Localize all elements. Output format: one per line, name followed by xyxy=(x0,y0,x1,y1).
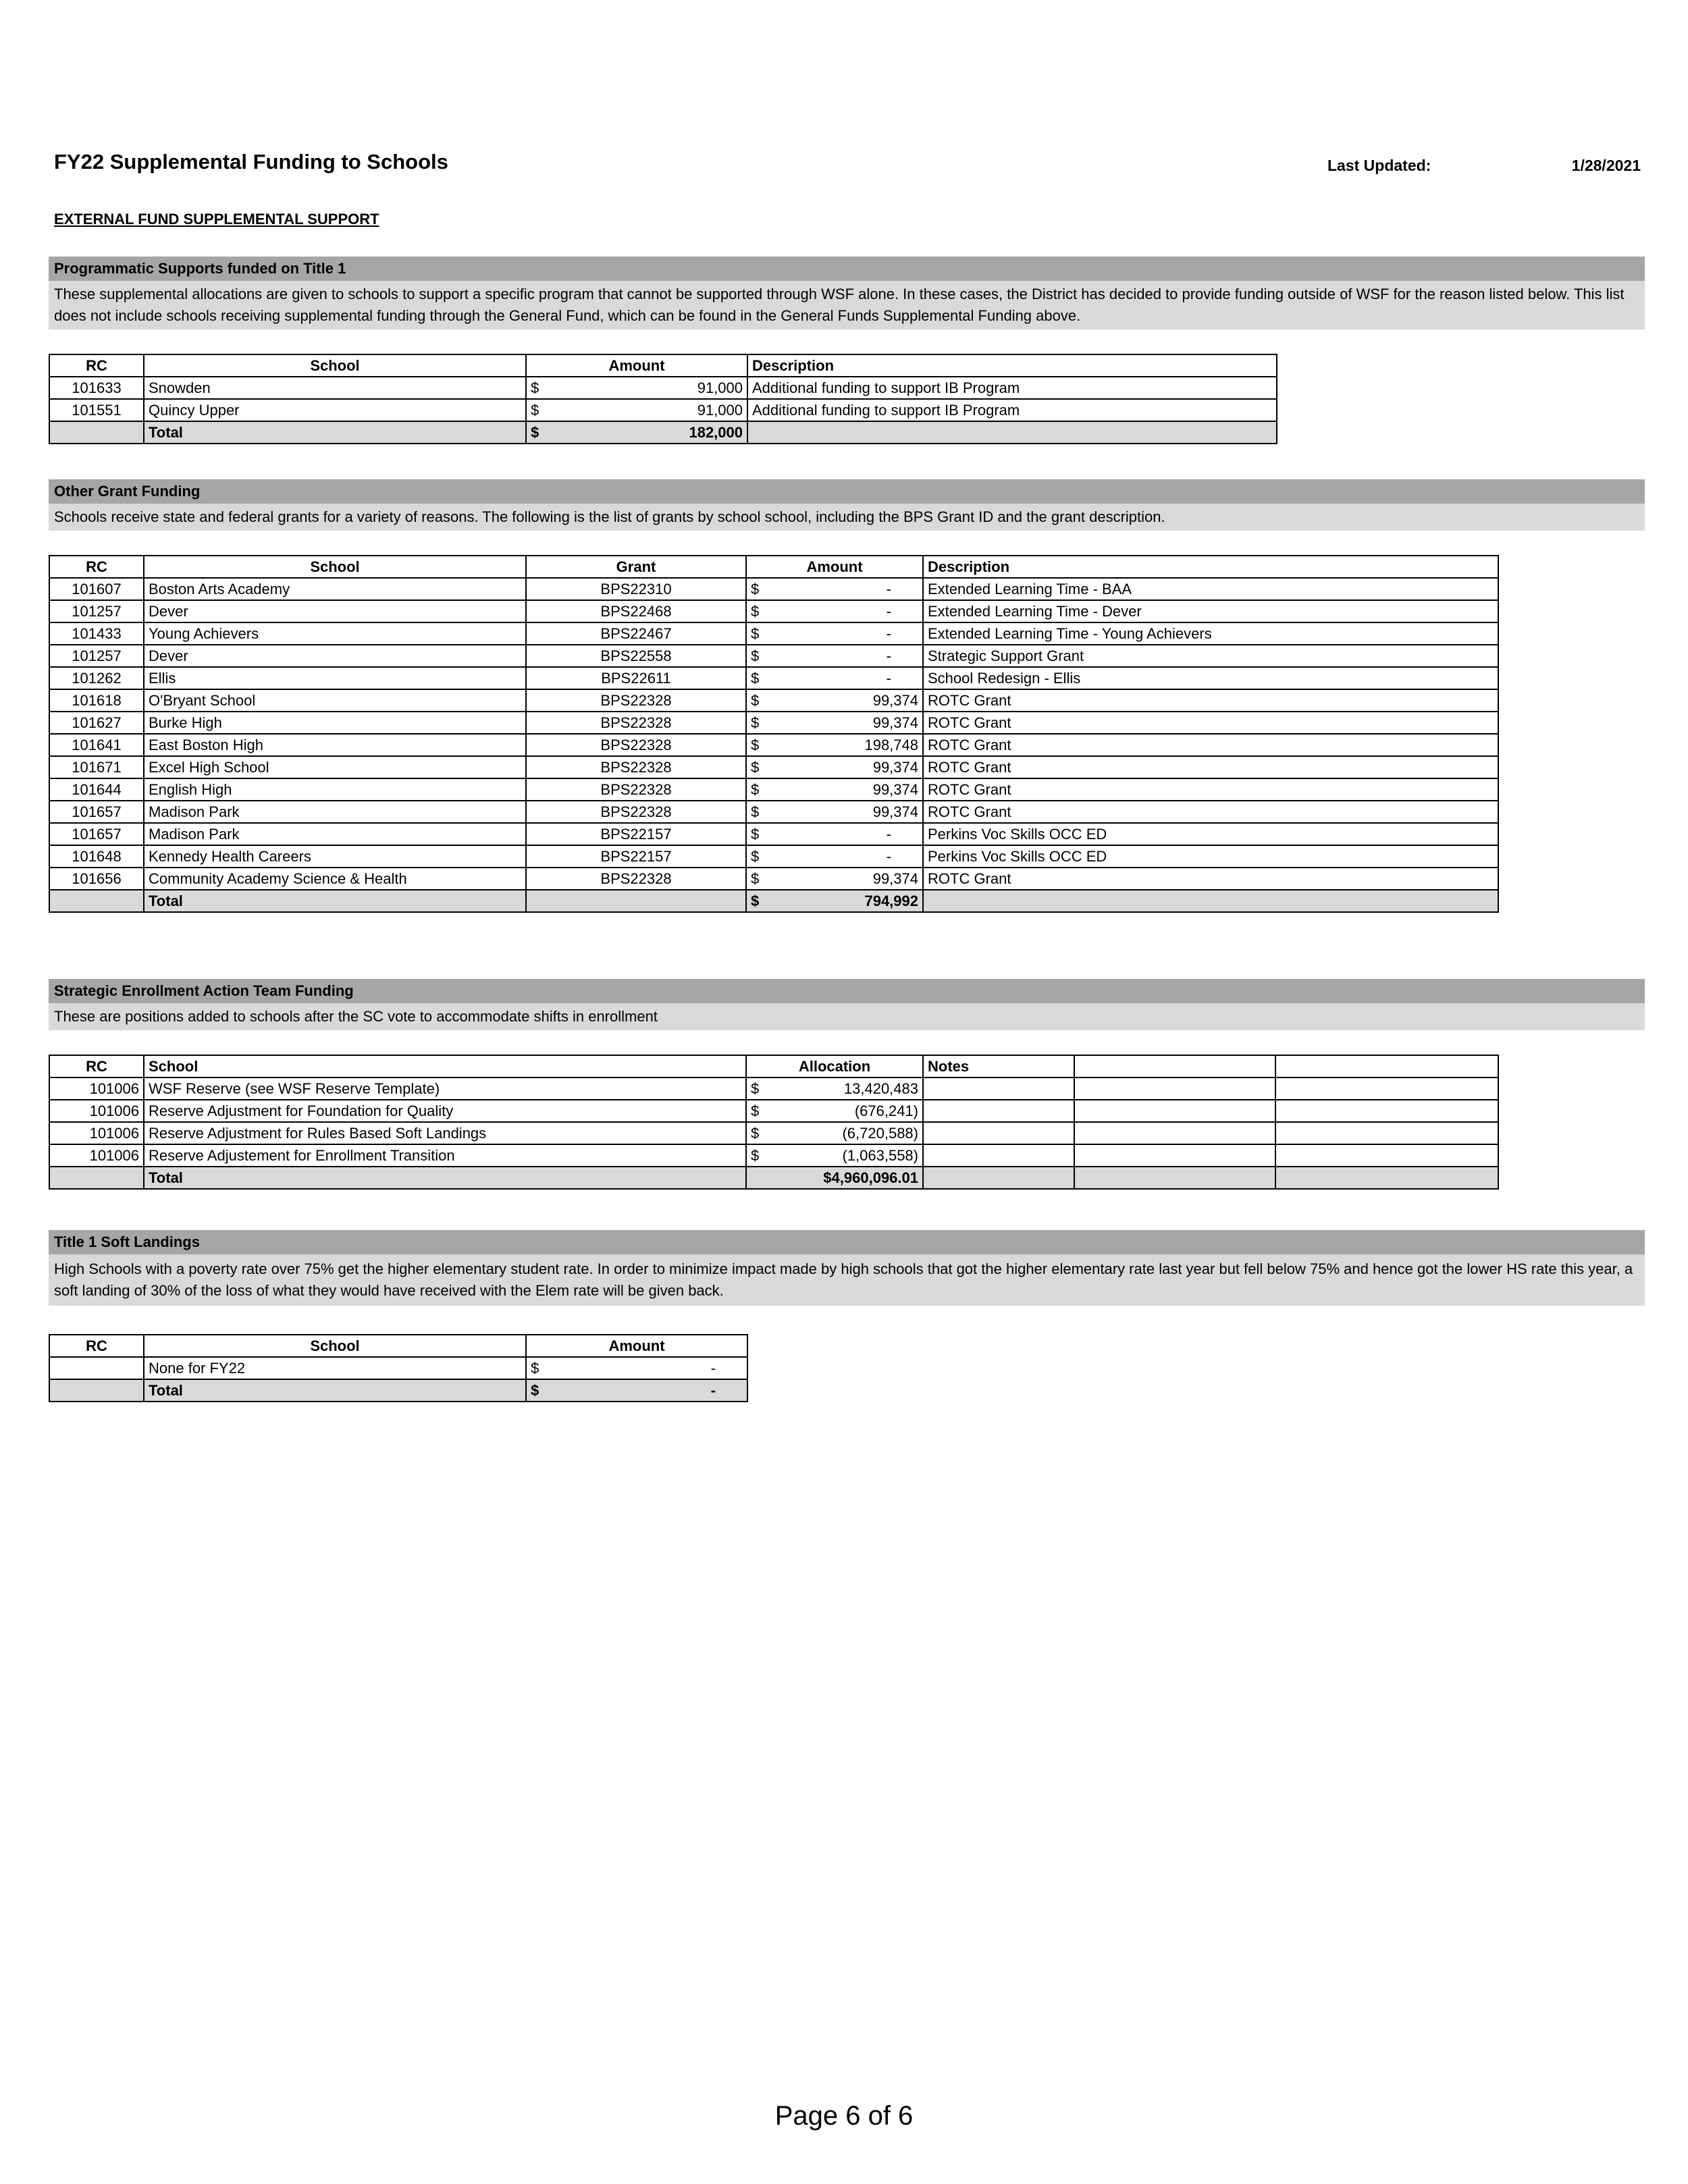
total-amount-cell xyxy=(526,421,747,444)
total-amount: $4,960,096.01 xyxy=(746,1167,923,1189)
amount-wrap xyxy=(751,848,918,865)
amount-wrap xyxy=(751,1080,918,1098)
notes-cell xyxy=(923,1167,1074,1189)
col-description: Description xyxy=(747,354,1277,377)
description-cell: Extended Learning Time - Dever xyxy=(923,600,1498,622)
table-row xyxy=(49,756,1498,778)
amount-wrap xyxy=(751,1147,918,1165)
amount-wrap xyxy=(751,759,918,776)
school-cell: Madison Park xyxy=(144,801,526,823)
col-amount: Amount xyxy=(526,354,747,377)
school-cell: Community Academy Science & Health xyxy=(144,868,526,890)
rc-cell: 101644 xyxy=(49,778,144,801)
col-rc: RC xyxy=(49,1335,144,1357)
amount-wrap xyxy=(751,581,918,598)
amount-value: 198,748 xyxy=(864,736,918,753)
col-grant: Grant xyxy=(526,556,746,578)
table-row xyxy=(49,600,1498,622)
rc-cell: 101006 xyxy=(49,1100,144,1122)
empty-cell xyxy=(1275,1144,1498,1167)
rc-cell: 101551 xyxy=(49,399,144,421)
empty-cell xyxy=(1074,1077,1275,1100)
amount-value: 99,374 xyxy=(872,691,918,709)
notes-cell xyxy=(923,1122,1074,1144)
table-row xyxy=(49,1357,747,1379)
title1-heading: Programmatic Supports funded on Title 1 xyxy=(49,257,1645,281)
currency-symbol: $ xyxy=(751,1080,760,1097)
grants-heading: Other Grant Funding xyxy=(49,479,1645,504)
currency-symbol: $ xyxy=(751,691,760,709)
rc-cell: 101641 xyxy=(49,734,144,756)
rc-cell xyxy=(49,1167,144,1189)
currency-symbol: $ xyxy=(751,1102,760,1119)
description-cell: ROTC Grant xyxy=(923,868,1498,890)
school-cell: None for FY22 xyxy=(144,1357,526,1379)
grant-cell: BPS22328 xyxy=(526,868,746,890)
currency-symbol: $ xyxy=(751,736,760,753)
table-row xyxy=(49,1122,1498,1144)
description-cell: ROTC Grant xyxy=(923,734,1498,756)
school-cell: Snowden xyxy=(144,377,526,399)
amount-cell xyxy=(746,622,923,645)
grant-cell: BPS22328 xyxy=(526,778,746,801)
currency-symbol: $ xyxy=(751,1124,760,1142)
total-row xyxy=(49,1167,1498,1189)
description-cell: Extended Learning Time - BAA xyxy=(923,578,1498,600)
grants-table xyxy=(49,555,1499,913)
empty-col xyxy=(1074,1055,1275,1077)
grant-cell: BPS22467 xyxy=(526,622,746,645)
col-rc: RC xyxy=(49,1055,144,1077)
empty-cell xyxy=(1275,1122,1498,1144)
rc-cell: 101607 xyxy=(49,578,144,600)
school-cell: English High xyxy=(144,778,526,801)
description-cell: Strategic Support Grant xyxy=(923,645,1498,667)
grant-cell: BPS22611 xyxy=(526,667,746,689)
amount-wrap xyxy=(751,781,918,799)
total-amount-cell xyxy=(526,1379,747,1402)
currency-symbol: $ xyxy=(531,1359,539,1377)
rc-cell xyxy=(49,890,144,912)
empty-cell xyxy=(1074,1144,1275,1167)
currency-symbol: $ xyxy=(751,780,760,798)
grant-cell: BPS22310 xyxy=(526,578,746,600)
amount-value: 794,992 xyxy=(864,892,918,909)
school-cell: Burke High xyxy=(144,712,526,734)
currency-symbol: $ xyxy=(751,714,760,731)
seat-table xyxy=(49,1055,1499,1190)
col-rc: RC xyxy=(49,354,144,377)
description-cell: ROTC Grant xyxy=(923,801,1498,823)
total-label: Total xyxy=(144,421,526,444)
col-school: School xyxy=(144,354,526,377)
grant-cell: BPS22157 xyxy=(526,845,746,868)
empty-cell xyxy=(1074,1122,1275,1144)
amount-cell xyxy=(746,756,923,778)
table-row xyxy=(49,734,1498,756)
grant-cell: BPS22328 xyxy=(526,756,746,778)
total-row xyxy=(49,1379,747,1402)
table-row xyxy=(49,868,1498,890)
soft-heading: Title 1 Soft Landings xyxy=(49,1230,1645,1254)
grants-description: Schools receive state and federal grants for a variety of reasons. The following is the list of grants by school school, including the BPS Grant ID and the grant description. xyxy=(49,504,1645,531)
currency-symbol: $ xyxy=(751,669,760,687)
amount-cell xyxy=(746,600,923,622)
amount-cell xyxy=(746,845,923,868)
amount-wrap xyxy=(751,737,918,754)
grant-cell xyxy=(526,890,746,912)
seat-description: These are positions added to schools after the SC vote to accommodate shifts in enrollment xyxy=(49,1003,1645,1030)
grant-cell: BPS22328 xyxy=(526,712,746,734)
amount-wrap xyxy=(751,870,918,888)
allocation-cell xyxy=(746,1144,923,1167)
amount-value: 99,374 xyxy=(872,870,918,887)
amount-cell xyxy=(746,801,923,823)
table-row xyxy=(49,622,1498,645)
section-subtitle: EXTERNAL FUND SUPPLEMENTAL SUPPORT xyxy=(54,211,379,228)
description-cell: ROTC Grant xyxy=(923,756,1498,778)
grant-cell: BPS22328 xyxy=(526,689,746,712)
school-cell: Ellis xyxy=(144,667,526,689)
amount-value: 99,374 xyxy=(872,758,918,776)
description-cell: Perkins Voc Skills OCC ED xyxy=(923,845,1498,868)
empty-cell xyxy=(1275,1077,1498,1100)
amount-value: (6,720,588) xyxy=(842,1124,918,1142)
school-cell: East Boston High xyxy=(144,734,526,756)
description-cell: ROTC Grant xyxy=(923,689,1498,712)
school-cell: Boston Arts Academy xyxy=(144,578,526,600)
rc-cell: 101648 xyxy=(49,845,144,868)
total-label: Total xyxy=(144,1167,746,1189)
amount-cell xyxy=(746,734,923,756)
description-cell xyxy=(923,890,1498,912)
soft-description: High Schools with a poverty rate over 75% get the higher elementary student rate. In order to minimize impact made by high schools that got the higher elementary rate last year but fell below 75% and hence got the lower HS rate this year, a soft landing of 30% of the loss of what they would have received with the Elem rate will be given back. xyxy=(49,1254,1645,1306)
total-row xyxy=(49,421,1277,444)
table-row xyxy=(49,667,1498,689)
school-cell: Young Achievers xyxy=(144,622,526,645)
table-row xyxy=(49,399,1277,421)
currency-symbol: $ xyxy=(531,423,539,441)
rc-cell: 101257 xyxy=(49,645,144,667)
amount-value: - xyxy=(886,647,891,664)
amount-wrap xyxy=(751,714,918,732)
grant-cell: BPS22328 xyxy=(526,801,746,823)
amount-value: - xyxy=(886,602,891,620)
description-cell: Additional funding to support IB Program xyxy=(747,399,1277,421)
amount-value: - xyxy=(886,825,891,843)
total-amount-cell xyxy=(746,890,923,912)
table-header-row xyxy=(49,556,1498,578)
notes-cell xyxy=(923,1100,1074,1122)
total-label: Total xyxy=(144,1379,526,1402)
amount-cell xyxy=(526,377,747,399)
empty-cell xyxy=(1074,1100,1275,1122)
currency-symbol: $ xyxy=(751,892,760,909)
school-cell: Reserve Adjustement for Enrollment Transition xyxy=(144,1144,746,1167)
table-row xyxy=(49,377,1277,399)
empty-cell xyxy=(1074,1167,1275,1189)
rc-cell: 101433 xyxy=(49,622,144,645)
description-cell: Additional funding to support IB Program xyxy=(747,377,1277,399)
school-cell: Excel High School xyxy=(144,756,526,778)
school-cell: Reserve Adjustment for Foundation for Quality xyxy=(144,1100,746,1122)
grant-cell: BPS22328 xyxy=(526,734,746,756)
amount-value: 99,374 xyxy=(872,714,918,731)
col-notes: Notes xyxy=(923,1055,1074,1077)
rc-cell: 101627 xyxy=(49,712,144,734)
table-header-row xyxy=(49,1335,747,1357)
amount-wrap xyxy=(751,803,918,821)
amount-value: - xyxy=(886,580,891,597)
amount-value: - xyxy=(886,624,891,642)
last-updated-date: 1/28/2021 xyxy=(1571,157,1641,174)
table-header-row xyxy=(49,1055,1498,1077)
title1-description: These supplemental allocations are given to schools to support a specific program that cannot be supported through WSF alone. In these cases, the District has decided to provide funding outside of WSF for the reason listed below. This list does not include schools receiving supplemental funding through the General Fund, which can be found in the General Funds Supplemental Funding above. xyxy=(49,281,1645,329)
amount-value: (676,241) xyxy=(854,1102,918,1119)
amount-value: 13,420,483 xyxy=(843,1080,918,1097)
rc-cell xyxy=(49,421,144,444)
amount-value: - xyxy=(886,669,891,687)
last-updated-label: Last Updated: xyxy=(1327,157,1431,174)
notes-cell xyxy=(923,1144,1074,1167)
rc-cell: 101006 xyxy=(49,1077,144,1100)
rc-cell: 101671 xyxy=(49,756,144,778)
grant-cell: BPS22468 xyxy=(526,600,746,622)
soft-table xyxy=(49,1334,748,1402)
currency-symbol: $ xyxy=(751,647,760,664)
currency-symbol: $ xyxy=(751,624,760,642)
school-cell: Quincy Upper xyxy=(144,399,526,421)
rc-cell xyxy=(49,1357,144,1379)
rc-cell: 101633 xyxy=(49,377,144,399)
col-school: School xyxy=(144,1055,746,1077)
allocation-cell xyxy=(746,1100,923,1122)
seat-heading: Strategic Enrollment Action Team Funding xyxy=(49,979,1645,1003)
rc-cell: 101257 xyxy=(49,600,144,622)
amount-cell xyxy=(746,645,923,667)
total-row xyxy=(49,890,1498,912)
col-amount: Amount xyxy=(746,556,923,578)
rc-cell: 101006 xyxy=(49,1122,144,1144)
school-cell: WSF Reserve (see WSF Reserve Template) xyxy=(144,1077,746,1100)
col-allocation: Allocation xyxy=(746,1055,923,1077)
empty-col xyxy=(1275,1055,1498,1077)
description-cell: ROTC Grant xyxy=(923,712,1498,734)
currency-symbol: $ xyxy=(751,803,760,820)
description-cell: ROTC Grant xyxy=(923,778,1498,801)
table-row xyxy=(49,1100,1498,1122)
amount-wrap xyxy=(751,1102,918,1120)
amount-value: 91,000 xyxy=(697,401,743,419)
school-cell: Kennedy Health Careers xyxy=(144,845,526,868)
table-row xyxy=(49,712,1498,734)
total-amount: 182,000 xyxy=(689,423,743,441)
currency-symbol: $ xyxy=(531,401,539,419)
col-rc: RC xyxy=(49,556,144,578)
col-school: School xyxy=(144,556,526,578)
school-cell: O'Bryant School xyxy=(144,689,526,712)
table-row xyxy=(49,801,1498,823)
amount-cell xyxy=(746,667,923,689)
amount-wrap xyxy=(751,826,918,843)
amount-value: 91,000 xyxy=(697,379,743,396)
rc-cell: 101657 xyxy=(49,823,144,845)
school-cell: Dever xyxy=(144,645,526,667)
table-row xyxy=(49,778,1498,801)
amount-cell xyxy=(746,712,923,734)
total-amount: - xyxy=(710,1381,716,1399)
table-row xyxy=(49,845,1498,868)
rc-cell: 101618 xyxy=(49,689,144,712)
currency-symbol: $ xyxy=(751,870,760,887)
page-number: Page 6 of 6 xyxy=(774,2101,914,2131)
allocation-cell xyxy=(746,1077,923,1100)
total-label: Total xyxy=(144,890,526,912)
currency-symbol: $ xyxy=(531,1381,539,1399)
currency-symbol: $ xyxy=(751,1146,760,1164)
amount-cell xyxy=(746,823,923,845)
rc-cell: 101657 xyxy=(49,801,144,823)
currency-symbol: $ xyxy=(751,847,760,865)
description-cell: Perkins Voc Skills OCC ED xyxy=(923,823,1498,845)
school-cell: Dever xyxy=(144,600,526,622)
amount-value: - xyxy=(886,847,891,865)
title1-table xyxy=(49,354,1277,444)
amount-wrap xyxy=(751,603,918,620)
grant-cell: BPS22157 xyxy=(526,823,746,845)
empty-cell xyxy=(1275,1167,1498,1189)
notes-cell xyxy=(923,1077,1074,1100)
amount-cell xyxy=(526,399,747,421)
table-row xyxy=(49,1144,1498,1167)
amount-wrap xyxy=(751,1125,918,1142)
rc-cell xyxy=(49,1379,144,1402)
amount-wrap xyxy=(751,670,918,687)
col-school: School xyxy=(144,1335,526,1357)
amount-value: 99,374 xyxy=(872,803,918,820)
grant-cell: BPS22558 xyxy=(526,645,746,667)
amount-wrap xyxy=(751,625,918,643)
amount-cell xyxy=(526,1357,747,1379)
page-title: FY22 Supplemental Funding to Schools xyxy=(54,150,448,174)
amount-value: (1,063,558) xyxy=(842,1146,918,1164)
currency-symbol: $ xyxy=(751,825,760,843)
allocation-cell xyxy=(746,1122,923,1144)
description-cell: School Redesign - Ellis xyxy=(923,667,1498,689)
description-cell xyxy=(747,421,1277,444)
table-row xyxy=(49,645,1498,667)
amount-wrap xyxy=(751,647,918,665)
amount-cell xyxy=(746,868,923,890)
table-row xyxy=(49,578,1498,600)
col-description: Description xyxy=(923,556,1498,578)
amount-cell xyxy=(746,689,923,712)
amount-value: 99,374 xyxy=(872,780,918,798)
amount-cell xyxy=(746,778,923,801)
amount-wrap xyxy=(751,893,918,910)
rc-cell: 101656 xyxy=(49,868,144,890)
rc-cell: 101262 xyxy=(49,667,144,689)
table-row xyxy=(49,689,1498,712)
currency-symbol: $ xyxy=(531,379,539,396)
school-cell: Reserve Adjustment for Rules Based Soft Landings xyxy=(144,1122,746,1144)
currency-symbol: $ xyxy=(751,580,760,597)
table-row xyxy=(49,823,1498,845)
currency-symbol: $ xyxy=(751,758,760,776)
school-cell: Madison Park xyxy=(144,823,526,845)
amount-wrap xyxy=(751,692,918,710)
rc-cell: 101006 xyxy=(49,1144,144,1167)
table-row xyxy=(49,1077,1498,1100)
amount-value: - xyxy=(710,1359,716,1377)
col-amount: Amount xyxy=(526,1335,747,1357)
empty-cell xyxy=(1275,1100,1498,1122)
description-cell: Extended Learning Time - Young Achievers xyxy=(923,622,1498,645)
amount-cell xyxy=(746,578,923,600)
currency-symbol: $ xyxy=(751,602,760,620)
table-header-row xyxy=(49,354,1277,377)
